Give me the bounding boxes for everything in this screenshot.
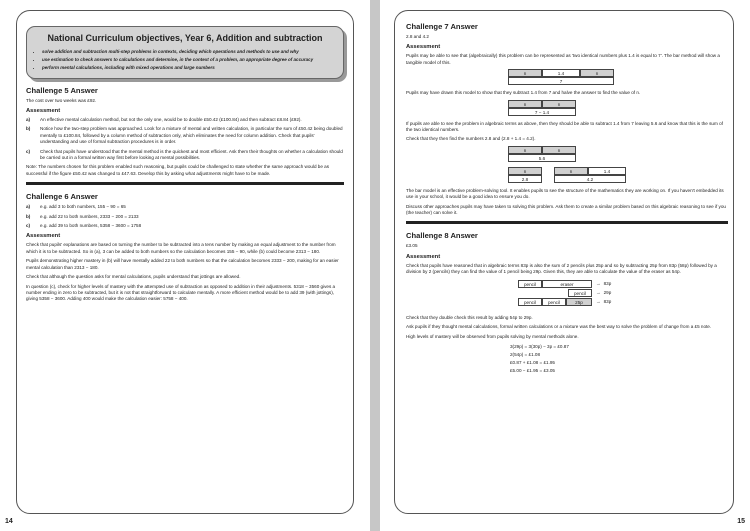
paragraph: In question (c), check for higher levels of mastery with the attempted use of subtraction as opposed to addition in their adjustments. 5318 − 3560 gives a number ending in zero to be subtracted, but it is not that straightforward to calculate mentally. A more efficient method would be to add 39 (with jottings), giving 5358 − 3600. Adding 400 would make the calculation easier: 5758 − 400. — [26, 283, 336, 302]
paragraph: Check that although the question asks for mental calculations, pupils understand that jottings are allowed. — [26, 274, 241, 280]
objective-item: • solve addition and subtraction multi-step problems in contexts, deciding which operations and methods to use and why — [42, 49, 335, 55]
objectives-list — [35, 49, 335, 72]
calculation-line: £5.00 − £1.95 = £3.05 — [510, 367, 555, 373]
paragraph: Check that pupils' explanations are based on turning the number to be subtracted into a tens number by making an equal adjustment to the number from which it is to be subtracted. So in (a), 3 can be added to both numbers so the calculation becomes 155 − 90, while (b) could become 2313 − 180. — [26, 242, 336, 254]
item-text: e.g. add 22 to both numbers, 2333 − 200 = 2133 — [40, 213, 139, 219]
answer-item — [26, 223, 344, 229]
challenge-5-note: Note: The numbers chosen for this problem enabled such reasoning, but pupils could be challenged to state whether the same approach would be as successful if the figure £50.42 was changed to £47.63. Develop this by asking what adjustments might have to be made. — [26, 164, 330, 176]
bar-row-parts — [508, 69, 728, 77]
left-page-content — [26, 16, 344, 306]
objectives-title: National Curriculum objectives, Year 6, Addition and subtraction — [47, 33, 323, 43]
pencil-eraser-diagram — [518, 280, 728, 310]
paragraph: Discuss other approaches pupils may have taken to solving this problem. Ask them to create a similar problem based on this algebraic reasoning to see if you (the teacher) can solve it. — [406, 203, 726, 216]
right-page-content — [406, 22, 728, 375]
bar-part-n: n — [508, 69, 542, 77]
answer-item — [26, 204, 344, 210]
bar-row-parts — [508, 100, 728, 108]
paragraph: Ask pupils if they thought mental calculations, formal written calculations or a mixture was the best way to solve the problem of change from a £5 note. — [406, 324, 712, 330]
bar-total: 2.8 — [508, 175, 542, 183]
arrow-icon: → — [596, 289, 601, 295]
challenge-5-assessment-heading: Assessment — [26, 108, 61, 115]
calculation-list — [510, 343, 728, 375]
assessment-item — [26, 117, 344, 123]
item-text: e.g. add 3 to both numbers, 155 − 90 = 65 — [40, 204, 126, 210]
challenge-7-answer: 2.8 and 4.2 — [406, 34, 429, 39]
calculation-line: £0.87 + £1.08 = £1.95 — [510, 359, 555, 365]
diagram-row — [518, 289, 728, 298]
challenge-5-answer: The cost over two weeks was £92. — [26, 97, 97, 103]
paragraph: Check that pupils have reasoned that in algebraic terms 83p is also the sum of 2 pencils plus 25p and so by subtracting 25p from 83p (58p) followed by a division by 2 (pencils) they can find the value of 1 pencil being 29p. Given this, they are able to calculate the value of the eraser as 54p. — [406, 262, 717, 275]
left-page — [0, 0, 370, 531]
pencil-cell: pencil — [542, 298, 566, 306]
bar-model-3 — [508, 146, 728, 162]
challenge-8-assessment-heading: Assessment — [406, 253, 441, 260]
page-number: 14 — [5, 518, 13, 525]
challenge-7-heading: Challenge 7 Answer — [406, 22, 478, 31]
paragraph: Pupils demonstrating higher mastery in (b) will have mentally added 22 to both numbers so that the calculation becomes 2333 − 200, making for an easier mental calculation than 2313 − 180. — [26, 258, 339, 270]
bar-row-parts — [508, 146, 728, 154]
item-label: a) — [26, 117, 31, 123]
bar-part-n: n — [580, 69, 614, 77]
value-cell: 25p — [566, 298, 592, 306]
challenge-6-assessment-heading: Assessment — [26, 233, 61, 240]
bar-row-total — [508, 77, 728, 85]
challenge-8-heading: Challenge 8 Answer — [406, 231, 478, 241]
bar-total: 5.6 — [508, 154, 576, 162]
section-divider — [26, 182, 344, 185]
item-label: b) — [26, 213, 31, 219]
objectives-box — [26, 26, 344, 79]
row-total: 29p — [603, 289, 612, 295]
section-divider — [406, 221, 728, 224]
bar-total: 7 − 1.4 — [508, 108, 576, 116]
bar-part-n: n — [508, 100, 542, 108]
bar-part-n: n — [508, 146, 542, 154]
paragraph: The bar model is an effective problem-solving tool. It enables pupils to see the structure of the mathematics they are working on. If you haven't embedded its use in your school, it would be a good idea to ensure you do. — [406, 187, 724, 200]
paragraph: Pupils may have drawn this model to show that they subtract 1.4 from 7 and halve the answer to find the value of n. — [406, 90, 641, 96]
bar-group-n — [508, 167, 542, 183]
item-text: An effective mental calculation method, but not the only one, would be to double £50.42 (£100.84) and then subtract £8.84 (£92). — [40, 117, 302, 123]
objective-item: • use estimation to check answers to calculations and determine, in the context of a problem, an appropriate degree of accuracy — [42, 57, 335, 63]
arrow-icon: → — [596, 298, 601, 304]
item-text: Check that pupils have understood that the mental method is the quickest and most efficient. Ask them their thoughts on whether a calculation should be carried out in a formal written way first before looking at mental possibilities. — [40, 148, 343, 161]
bar-part-value: 1.4 — [542, 69, 580, 77]
challenge-6-heading: Challenge 6 Answer — [26, 192, 98, 202]
right-page — [380, 0, 750, 531]
diagram-row — [518, 298, 728, 307]
bar-model-2 — [508, 100, 728, 116]
challenge-7-assessment-heading: Assessment — [406, 44, 441, 51]
eraser-cell: eraser — [542, 280, 592, 288]
calculation-line: 2(54p) = £1.08 — [510, 351, 541, 357]
bar-model-1 — [508, 69, 728, 85]
bar-row-total — [508, 154, 728, 162]
bar-group-n-plus — [554, 167, 626, 183]
paragraph: High levels of mastery will be observed from pupils solving by mental methods alone. — [406, 333, 579, 339]
bar-total: 4.2 — [554, 175, 626, 183]
item-label: c) — [26, 148, 31, 154]
paragraph: Pupils may be able to see that (algebraically) this problem can be represented as 'two identical numbers plus 1.4 is equal to 7'. The bar method will show a tangible model of this. — [406, 53, 720, 65]
assessment-item — [26, 126, 344, 145]
paragraph: If pupils are able to see the problem in algebraic terms as above, then they should be able to subtract 1.4 from 7 leaving 5.6 and know that this is the sum of the two identical numbers. — [406, 120, 723, 133]
item-label: b) — [26, 126, 31, 132]
challenge-5-heading: Challenge 5 Answer — [26, 85, 98, 95]
item-label: c) — [26, 223, 31, 229]
item-text: e.g. add 39 to both numbers, 5358 − 3600 = 1758 — [40, 223, 142, 229]
bar-part-n: n — [542, 100, 576, 108]
diagram-row — [518, 280, 728, 289]
bar-model-4 — [508, 167, 728, 183]
bar-part-n: n — [554, 167, 588, 175]
pencil-cell: pencil — [518, 280, 542, 288]
page-number: 15 — [737, 518, 745, 525]
pencil-cell: pencil — [568, 289, 592, 297]
row-total: 83p — [603, 298, 612, 304]
challenge-8-answer: £3.05 — [406, 243, 418, 249]
arrow-icon: → — [596, 280, 601, 286]
assessment-item — [26, 149, 344, 162]
calculation-line: 3(29p) = 3(30p) − 3p = £0.87 — [510, 343, 569, 349]
row-total: 83p — [603, 280, 612, 286]
bar-part-n: n — [508, 167, 542, 175]
bar-row-total — [508, 108, 728, 116]
item-label: a) — [26, 204, 31, 210]
item-text: Notice how the two-step problem was approached. Look for a mixture of mental and written calculation, in particular the sum of £50.42 being doubled mentally to £100.84, followed by a column method of subtraction only, which eliminates the need for column addition. Check that pupils' understanding and use of formal subtraction procedures is in order. — [40, 126, 343, 145]
pencil-cell: pencil — [518, 298, 542, 306]
paragraph: Check that they then find the numbers 2.8 and (2.8 + 1.4 = 4.2). — [406, 136, 536, 142]
paragraph: Check that they double check this result by adding 54p to 29p. — [406, 314, 533, 320]
bar-part-value: 1.4 — [588, 167, 626, 175]
bar-total: 7 — [508, 77, 614, 85]
objective-item: • perform mental calculations, including with mixed operations and large numbers — [42, 65, 335, 71]
answer-item — [26, 214, 344, 220]
bar-part-n: n — [542, 146, 576, 154]
